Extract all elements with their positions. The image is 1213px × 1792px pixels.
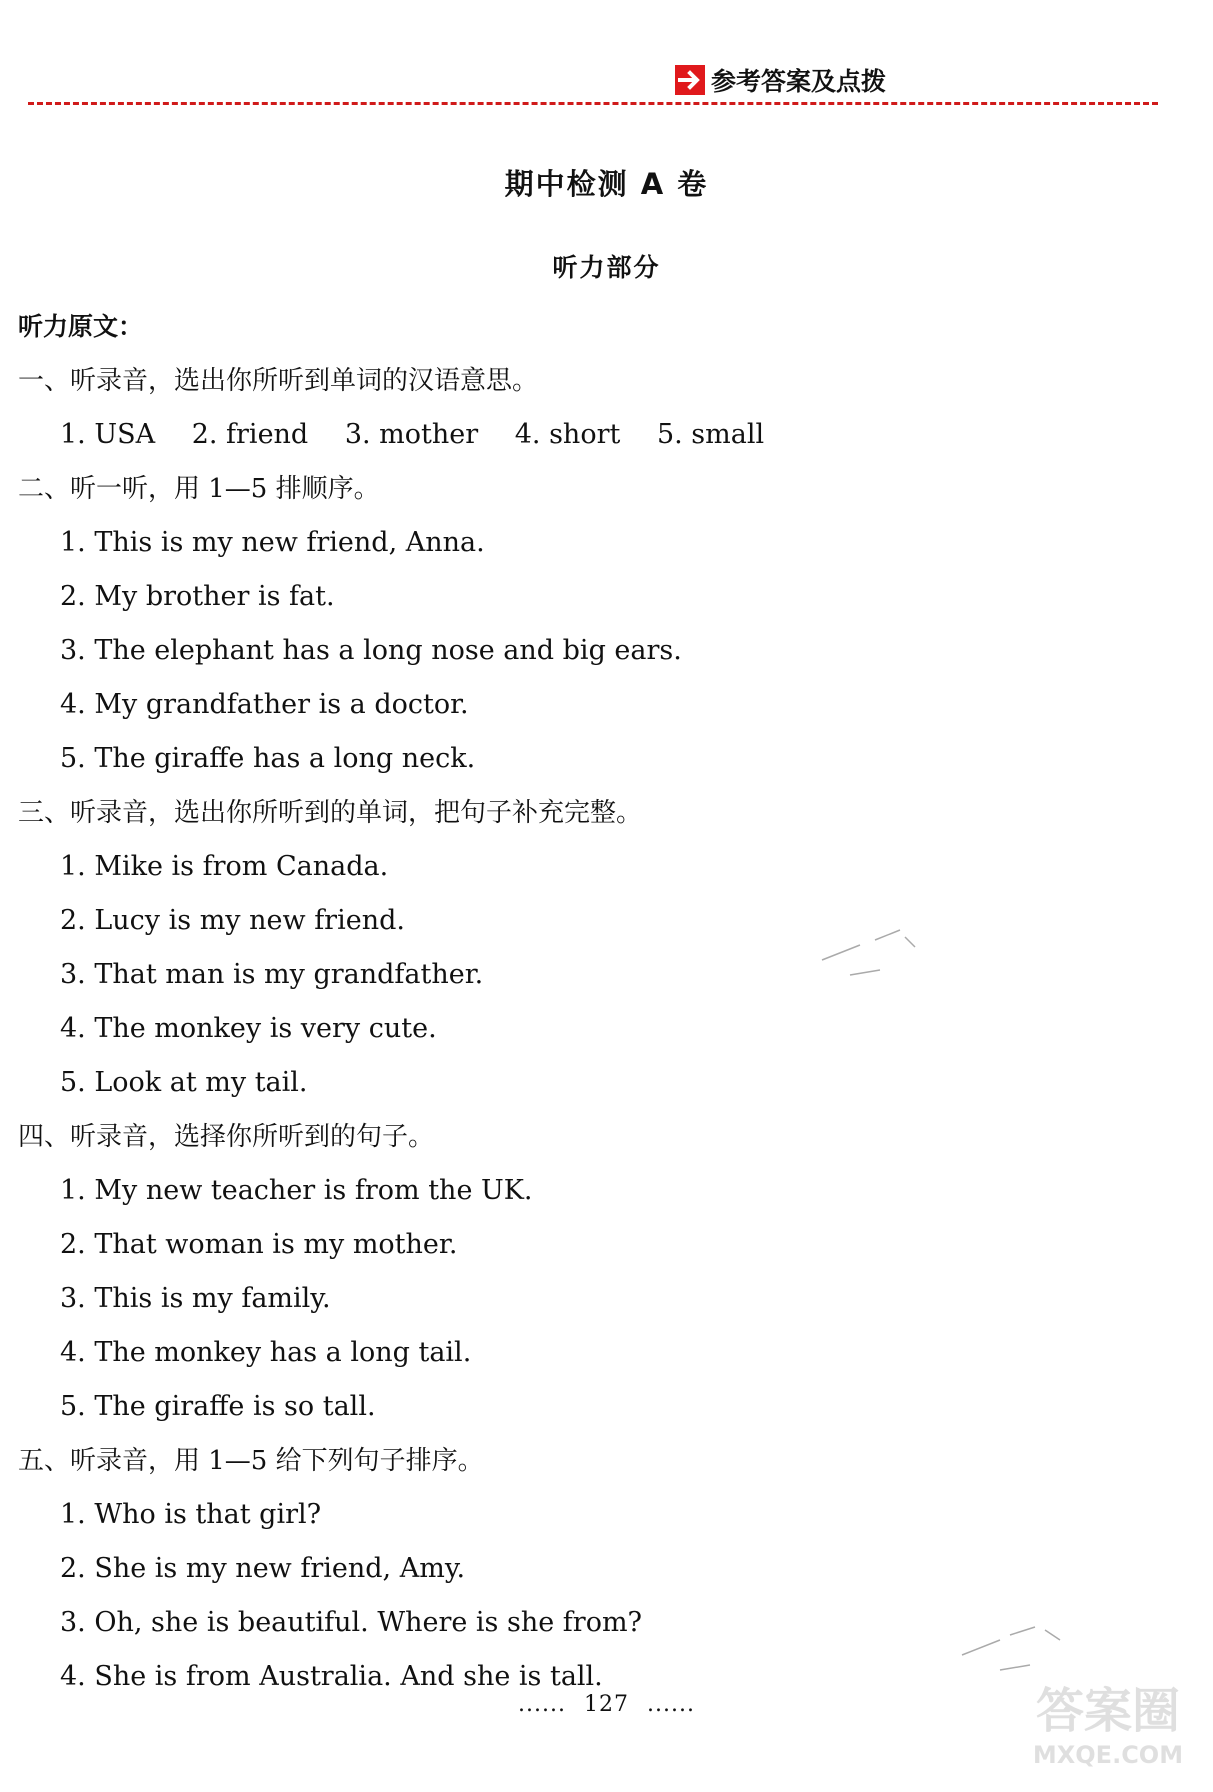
page-dots-left: ......: [518, 1692, 566, 1717]
list-item: 2. My brother is fat.: [60, 581, 335, 612]
list-item: 5. The giraffe is so tall.: [60, 1391, 376, 1422]
list-item: 3. That man is my grandfather.: [60, 959, 484, 990]
list-item: 5. The giraffe has a long neck.: [60, 743, 476, 774]
question-heading-5: 五、听录音，用 1—5 给下列句子排序。: [18, 1446, 484, 1476]
header-divider: [28, 102, 1158, 105]
list-item: 3. This is my family.: [60, 1283, 331, 1314]
question-heading-4: 四、听录音，选择你所听到的句子。: [18, 1122, 435, 1152]
page-header: [0, 0, 1213, 120]
question-heading-2: 二、听一听，用 1—5 排顺序。: [18, 474, 380, 504]
word-item: 4. short: [514, 419, 621, 450]
word-item: 5. small: [656, 419, 765, 450]
list-item: 3. The elephant has a long nose and big ears.: [60, 635, 682, 666]
word-item: 3. mother: [344, 419, 479, 450]
list-item: 1. My new teacher is from the UK.: [60, 1175, 533, 1206]
watermark-text: 答案圈: [1035, 1683, 1180, 1739]
watermark-url: MXQE.COM: [1032, 1741, 1184, 1769]
list-item: 3. Oh, she is beautiful. Where is she from?: [60, 1607, 643, 1638]
watermark-logo: [1023, 1672, 1193, 1782]
pencil-mark: [820, 925, 920, 985]
list-item: 1. This is my new friend, Anna.: [60, 527, 485, 558]
word-list: [18, 408, 1178, 462]
page-dots-right: ......: [647, 1692, 695, 1717]
page-title: 期中检测 A 卷: [504, 167, 709, 201]
header-text: 参考答案及点拨: [711, 67, 887, 96]
list-item: 1. Mike is from Canada.: [60, 851, 389, 882]
list-item: 4. The monkey has a long tail.: [60, 1337, 472, 1368]
list-item: 2. That woman is my mother.: [60, 1229, 458, 1260]
list-item: 4. My grandfather is a doctor.: [60, 689, 469, 720]
question-heading-3: 三、听录音，选出你所听到的单词，把句子补充完整。: [18, 798, 643, 828]
list-item: 2. She is my new friend, Amy.: [60, 1553, 466, 1584]
list-item: 4. She is from Australia. And she is tall.: [60, 1661, 603, 1692]
list-item: 1. Who is that girl?: [60, 1499, 322, 1530]
page-number-value: 127: [584, 1692, 629, 1717]
header-label: [675, 62, 886, 98]
word-item: 1. USA: [60, 419, 156, 450]
word-item: 2. friend: [191, 419, 309, 450]
intro-label: 听力原文：: [18, 312, 144, 341]
question-heading-1: 一、听录音，选出你所听到单词的汉语意思。: [18, 366, 539, 396]
pencil-mark: [960, 1615, 1070, 1675]
arrow-icon: [675, 65, 705, 95]
list-item: 4. The monkey is very cute.: [60, 1013, 437, 1044]
section-subtitle: 听力部分: [552, 253, 661, 282]
list-item: 5. Look at my tail.: [60, 1067, 308, 1098]
list-item: 2. Lucy is my new friend.: [60, 905, 405, 936]
answer-content: [18, 300, 1178, 1704]
